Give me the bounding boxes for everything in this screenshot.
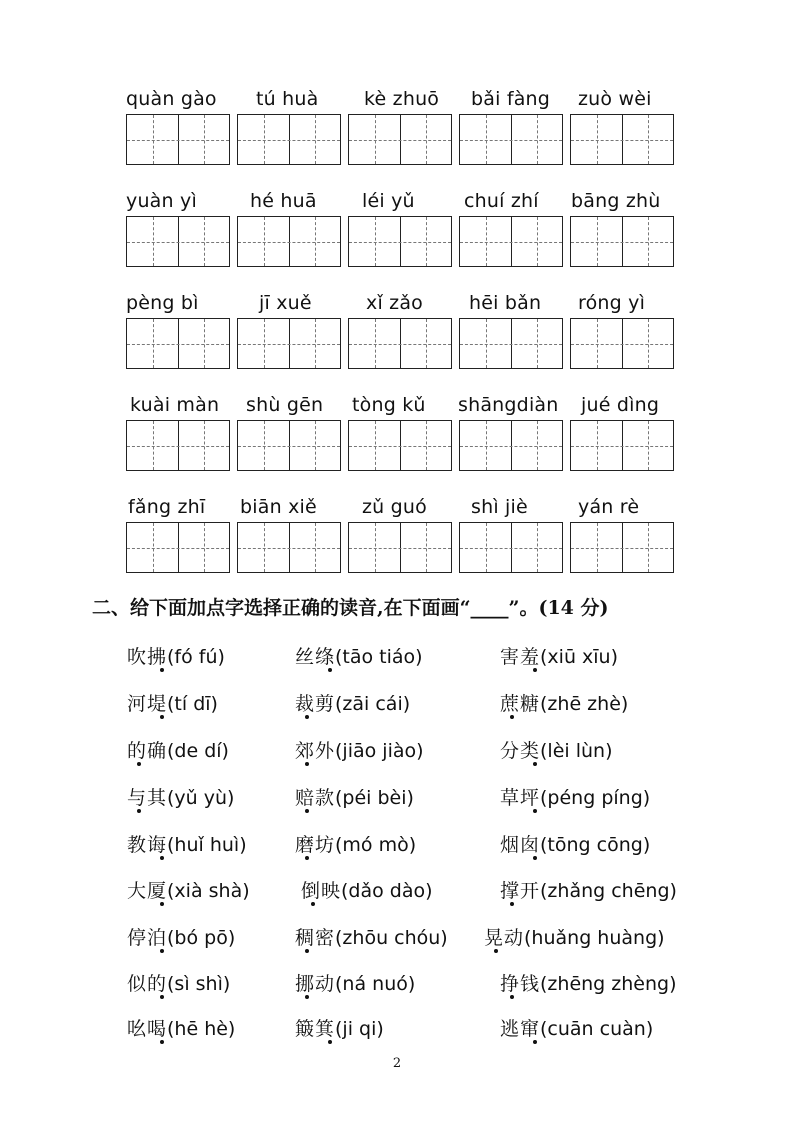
pinyin-label: yán rè xyxy=(578,496,640,518)
emphasis-dot xyxy=(494,949,498,953)
pinyin-label: bāng zhù xyxy=(571,190,661,212)
pinyin-label: bǎi fàng xyxy=(471,88,551,110)
word-row-9 xyxy=(127,1014,727,1054)
tianzige-box[interactable] xyxy=(459,522,563,573)
tianzige-box[interactable] xyxy=(459,318,563,369)
pinyin-label: róng yì xyxy=(578,292,646,314)
tianzige-box[interactable] xyxy=(348,420,452,471)
word-text: 蔗糖 xyxy=(500,693,541,715)
emphasis-dot xyxy=(328,668,332,672)
pinyin-label: hé huā xyxy=(250,190,317,212)
emphasis-dot xyxy=(305,949,309,953)
word-item[interactable] xyxy=(500,876,677,903)
word-text: 晃动 xyxy=(484,927,525,949)
word-row-2 xyxy=(127,689,727,729)
section-2-title: 二、给下面加点字选择正确的读音,在下面画“____”。(14 分) xyxy=(92,597,609,619)
word-item[interactable] xyxy=(500,689,628,716)
word-item[interactable] xyxy=(500,642,618,669)
emphasis-dot xyxy=(533,856,537,860)
pinyin-choices: (xiū xīu) xyxy=(540,646,619,668)
word-item[interactable] xyxy=(127,1014,235,1041)
pinyin-choices: (bó pō) xyxy=(167,927,236,949)
word-text: 吆喝 xyxy=(127,1018,168,1040)
pinyin-label: léi yǔ xyxy=(362,190,415,212)
word-text: 裁剪 xyxy=(295,693,336,715)
pinyin-label: zuò wèi xyxy=(578,88,652,110)
tianzige-box[interactable] xyxy=(459,114,563,165)
pinyin-choices: (lèi lùn) xyxy=(540,740,613,762)
pinyin-label: shì jiè xyxy=(471,496,528,518)
page-number: 2 xyxy=(392,1056,402,1071)
word-item[interactable] xyxy=(295,736,424,763)
writing-grid-row-2 xyxy=(126,190,674,272)
emphasis-dot xyxy=(305,715,309,719)
tianzige-box[interactable] xyxy=(237,318,341,369)
word-item[interactable] xyxy=(295,783,414,810)
word-text: 赔款 xyxy=(295,787,336,809)
word-text: 郊外 xyxy=(295,740,336,762)
tianzige-box[interactable] xyxy=(348,114,452,165)
word-item[interactable] xyxy=(295,1014,384,1041)
emphasis-dot xyxy=(533,668,537,672)
pinyin-choices: (dǎo dào) xyxy=(341,880,433,902)
word-text: 稠密 xyxy=(295,927,336,949)
tianzige-box[interactable] xyxy=(237,522,341,573)
tianzige-box[interactable] xyxy=(237,420,341,471)
word-row-6 xyxy=(127,876,727,916)
word-row-8 xyxy=(127,969,727,1009)
emphasis-dot xyxy=(160,1040,164,1044)
pinyin-label: tú huà xyxy=(256,88,319,110)
writing-grid-row-4 xyxy=(126,394,674,476)
pinyin-choices: (tōng cōng) xyxy=(540,834,651,856)
writing-grid-row-5 xyxy=(126,496,674,578)
pinyin-choices: (xià shà) xyxy=(167,880,250,902)
word-row-4 xyxy=(127,783,727,823)
pinyin-choices: (mó mò) xyxy=(335,834,417,856)
word-text: 停泊 xyxy=(127,927,168,949)
tianzige-box[interactable] xyxy=(126,318,230,369)
emphasis-dot xyxy=(533,809,537,813)
emphasis-dot xyxy=(305,762,309,766)
word-item[interactable] xyxy=(484,923,665,950)
word-text: 挣钱 xyxy=(500,973,541,995)
writing-grid-row-3 xyxy=(126,292,674,374)
emphasis-dot xyxy=(510,902,514,906)
pinyin-choices: (zhǎng chēng) xyxy=(540,880,677,902)
word-item[interactable] xyxy=(127,783,234,810)
tianzige-box[interactable] xyxy=(570,114,674,165)
emphasis-dot xyxy=(137,809,141,813)
word-item[interactable] xyxy=(127,830,247,857)
word-item[interactable] xyxy=(500,1014,653,1041)
pinyin-label: shù gēn xyxy=(246,394,324,416)
word-item[interactable] xyxy=(500,969,677,996)
word-text: 逃窜 xyxy=(500,1018,541,1040)
word-text: 害羞 xyxy=(500,646,541,668)
pinyin-label: hēi bǎn xyxy=(469,292,542,314)
emphasis-dot xyxy=(510,715,514,719)
pinyin-label: chuí zhí xyxy=(464,190,539,212)
pinyin-choices: (huǐ huì) xyxy=(167,834,247,856)
pinyin-choices: (de dí) xyxy=(167,740,229,762)
emphasis-dot xyxy=(160,995,164,999)
word-text: 的确 xyxy=(127,740,168,762)
pinyin-label: zǔ guó xyxy=(362,496,427,518)
word-text: 教诲 xyxy=(127,834,168,856)
word-text: 吹拂 xyxy=(127,646,168,668)
pinyin-label: jué dìng xyxy=(581,394,660,416)
word-row-7 xyxy=(127,923,727,963)
pinyin-label: quàn gào xyxy=(126,88,217,110)
word-item[interactable] xyxy=(295,923,448,950)
emphasis-dot xyxy=(328,1040,332,1044)
word-text: 丝绦 xyxy=(295,646,336,668)
tianzige-box[interactable] xyxy=(570,420,674,471)
emphasis-dot xyxy=(160,856,164,860)
emphasis-dot xyxy=(305,809,309,813)
pinyin-label: pèng bì xyxy=(126,292,199,314)
pinyin-choices: (fó fú) xyxy=(167,646,225,668)
emphasis-dot xyxy=(510,995,514,999)
emphasis-dot xyxy=(160,949,164,953)
pinyin-label: xǐ zǎo xyxy=(366,292,424,314)
pinyin-choices: (ji qi) xyxy=(335,1018,384,1040)
tianzige-box[interactable] xyxy=(459,216,563,267)
pinyin-choices: (péi bèi) xyxy=(335,787,414,809)
pinyin-label: yuàn yì xyxy=(126,190,197,212)
word-item[interactable] xyxy=(295,642,423,669)
pinyin-label: jī xuě xyxy=(259,292,312,314)
emphasis-dot xyxy=(305,856,309,860)
pinyin-choices: (sì shì) xyxy=(167,973,231,995)
pinyin-choices: (tí dī) xyxy=(167,693,218,715)
word-item[interactable] xyxy=(295,830,416,857)
word-item[interactable] xyxy=(500,783,650,810)
word-item[interactable] xyxy=(127,642,225,669)
word-item[interactable] xyxy=(127,736,229,763)
emphasis-dot xyxy=(311,902,315,906)
word-item[interactable] xyxy=(295,969,415,996)
pinyin-choices: (hē hè) xyxy=(167,1018,236,1040)
word-text: 簸箕 xyxy=(295,1018,336,1040)
emphasis-dot xyxy=(160,902,164,906)
emphasis-dot xyxy=(160,715,164,719)
word-text: 河堤 xyxy=(127,693,168,715)
pinyin-choices: (tāo tiáo) xyxy=(335,646,423,668)
pinyin-label: kuài màn xyxy=(130,394,220,416)
word-item[interactable] xyxy=(127,689,218,716)
word-item[interactable] xyxy=(127,923,235,950)
word-text: 与其 xyxy=(127,787,168,809)
tianzige-box[interactable] xyxy=(348,216,452,267)
word-text: 草坪 xyxy=(500,787,541,809)
writing-grid-row-1 xyxy=(126,88,674,170)
pinyin-choices: (cuān cuàn) xyxy=(540,1018,654,1040)
tianzige-box[interactable] xyxy=(126,114,230,165)
tianzige-box[interactable] xyxy=(237,216,341,267)
emphasis-dot xyxy=(305,995,309,999)
pinyin-label: shāngdiàn xyxy=(458,394,559,416)
pinyin-label: tòng kǔ xyxy=(352,394,426,416)
word-text: 撑开 xyxy=(500,880,541,902)
pinyin-choices: (zhēng zhèng) xyxy=(540,973,677,995)
emphasis-dot xyxy=(533,762,537,766)
word-text: 磨坊 xyxy=(295,834,336,856)
pinyin-choices: (yǔ yù) xyxy=(167,787,235,809)
word-item[interactable] xyxy=(127,969,230,996)
tianzige-box[interactable] xyxy=(570,318,674,369)
pinyin-choices: (jiāo jiào) xyxy=(335,740,424,762)
tianzige-box[interactable] xyxy=(570,522,674,573)
tianzige-box[interactable] xyxy=(237,114,341,165)
pinyin-label: biān xiě xyxy=(240,496,317,518)
tianzige-box[interactable] xyxy=(126,522,230,573)
word-row-5 xyxy=(127,830,727,870)
pinyin-choices: (huǎng huàng) xyxy=(524,927,665,949)
pinyin-choices: (zāi cái) xyxy=(335,693,411,715)
word-text: 挪动 xyxy=(295,973,336,995)
word-text: 大厦 xyxy=(127,880,168,902)
emphasis-dot xyxy=(160,668,164,672)
tianzige-box[interactable] xyxy=(126,216,230,267)
tianzige-box[interactable] xyxy=(459,420,563,471)
pinyin-choices: (zhē zhè) xyxy=(540,693,629,715)
word-item[interactable] xyxy=(301,876,433,903)
tianzige-box[interactable] xyxy=(348,522,452,573)
pinyin-choices: (zhōu chóu) xyxy=(335,927,448,949)
word-item[interactable] xyxy=(127,876,250,903)
word-text: 分类 xyxy=(500,740,541,762)
pinyin-label: kè zhuō xyxy=(364,88,440,110)
word-row-1 xyxy=(127,642,727,682)
tianzige-box[interactable] xyxy=(348,318,452,369)
word-item[interactable] xyxy=(500,830,650,857)
word-item[interactable] xyxy=(500,736,613,763)
emphasis-dot xyxy=(533,1040,537,1044)
word-row-3 xyxy=(127,736,727,776)
pinyin-choices: (péng píng) xyxy=(540,787,651,809)
tianzige-box[interactable] xyxy=(570,216,674,267)
word-text: 倒映 xyxy=(301,880,342,902)
pinyin-choices: (ná nuó) xyxy=(335,973,416,995)
word-text: 似的 xyxy=(127,973,168,995)
pinyin-label: fǎng zhī xyxy=(128,496,206,518)
word-text: 烟囱 xyxy=(500,834,541,856)
emphasis-dot xyxy=(137,762,141,766)
tianzige-box[interactable] xyxy=(126,420,230,471)
word-item[interactable] xyxy=(295,689,410,716)
